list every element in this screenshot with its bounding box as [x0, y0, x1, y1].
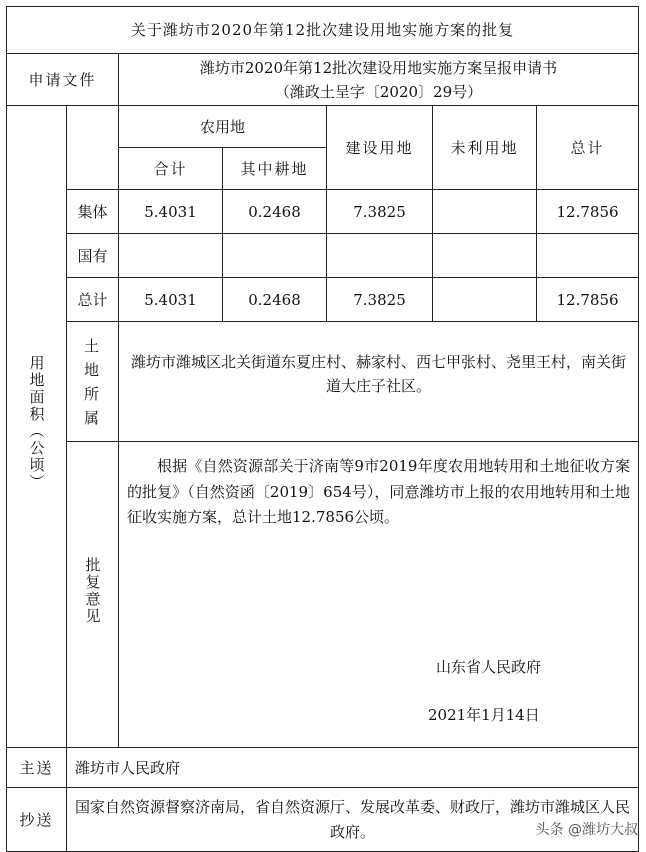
row-name: 集体	[67, 190, 119, 234]
document-title: 关于潍坊市2020年第12批次建设用地实施方案的批复	[7, 7, 639, 54]
row-name: 国有	[67, 234, 119, 278]
approval-label-cell	[67, 442, 119, 748]
approval-label: 批复意见	[83, 557, 102, 625]
approval-opinion	[119, 442, 639, 748]
total-cell	[537, 234, 639, 278]
platform-watermark: 头条 @潍坊大叔	[535, 822, 638, 838]
subtotal-cell: 5.4031	[119, 278, 223, 322]
table-row	[7, 278, 639, 322]
construction-cell	[327, 234, 433, 278]
subtotal-cell: 5.4031	[119, 190, 223, 234]
issue-date: 2021年1月14日	[428, 706, 540, 724]
application-document	[119, 54, 639, 106]
table-row	[7, 234, 639, 278]
unused-cell	[433, 278, 537, 322]
ownership-label-cell	[67, 322, 119, 442]
cultivated-cell	[223, 234, 327, 278]
cc-label: 抄送	[7, 788, 67, 852]
ownership-label: 土地所属	[83, 336, 101, 427]
application-doc-title: 潍坊市2020年第12批次建设用地实施方案呈报申请书	[199, 58, 558, 77]
construction-cell: 7.3825	[327, 278, 433, 322]
unused-cell	[433, 190, 537, 234]
issuer-signature: 山东省人民政府	[436, 658, 542, 676]
construction-cell: 7.3825	[327, 190, 433, 234]
land-area-label: 用地面积（公顷）	[27, 355, 46, 491]
cc-value: 国家自然资源督察济南局，省自然资源厅、发展改革委、财政厅，潍坊市潍城区人民政府。	[67, 788, 639, 852]
row-name: 总计	[67, 278, 119, 322]
main-recipient-label: 主送	[7, 748, 67, 788]
construction-header: 建设用地	[327, 106, 433, 190]
unused-cell	[433, 234, 537, 278]
application-label: 申请文件	[7, 54, 119, 106]
approval-text: 根据《自然资源部关于济南等9市2019年度农用地转用和土地征收方案的批复》（自然资函〔2019〕654号），同意潍坊市上报的农用地转用和土地征收实施方案，总计土地12.7856公顷。	[127, 457, 631, 526]
total-cell: 12.7856	[537, 278, 639, 322]
row-header-blank	[67, 106, 119, 190]
land-area-section-label	[7, 106, 67, 748]
ownership-value: 潍坊市潍城区北关街道东夏庄村、赫家村、西七甲张村、尧里王村，南关街道大庄子社区。	[119, 322, 639, 442]
main-recipient-value: 潍坊市人民政府	[67, 748, 639, 788]
table-row	[7, 190, 639, 234]
application-doc-number: （潍政土呈字〔2020〕29号）	[274, 82, 483, 101]
farmland-header: 农用地	[119, 106, 327, 148]
approval-table	[6, 6, 639, 852]
unused-header: 未利用地	[433, 106, 537, 190]
cultivated-header: 其中耕地	[223, 148, 327, 190]
total-header: 总计	[537, 106, 639, 190]
approval-document	[6, 6, 638, 839]
cultivated-cell: 0.2468	[223, 278, 327, 322]
subtotal-cell	[119, 234, 223, 278]
total-cell: 12.7856	[537, 190, 639, 234]
subtotal-header: 合计	[119, 148, 223, 190]
cultivated-cell: 0.2468	[223, 190, 327, 234]
